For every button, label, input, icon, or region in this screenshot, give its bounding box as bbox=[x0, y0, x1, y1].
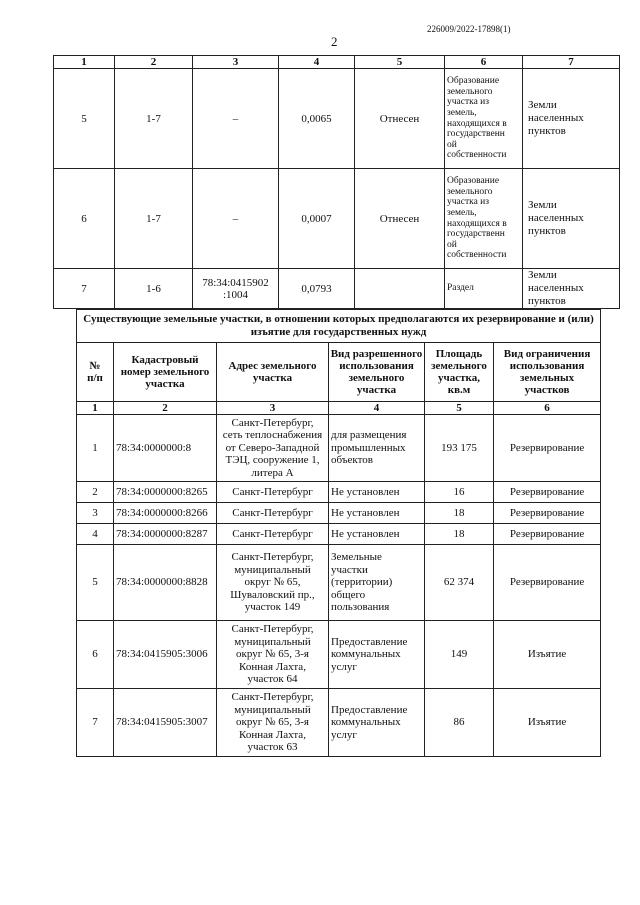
row-number: 1 bbox=[77, 415, 114, 482]
row-number: 6 bbox=[54, 169, 115, 269]
table-row bbox=[54, 269, 620, 309]
purpose-line: ой bbox=[447, 139, 457, 150]
cadastral-number: 78:34:0415905:3006 bbox=[114, 621, 217, 689]
category-line: населенных bbox=[528, 282, 584, 294]
table-title-row bbox=[77, 310, 601, 343]
purpose-line: находящихся в bbox=[447, 218, 507, 229]
category-line: Земли bbox=[528, 199, 557, 211]
restriction-type: Резервирование bbox=[494, 524, 601, 545]
table-title: Существующие земельные участки, в отношении которых предполагаются их резервирование и (или) изъятие для государственных нужд bbox=[77, 310, 601, 343]
points-range: 1-7 bbox=[115, 69, 193, 169]
purpose-cell bbox=[445, 269, 523, 309]
header-area: Площадь земельного участка, кв.м bbox=[425, 343, 494, 402]
purpose-line: ой bbox=[447, 239, 457, 250]
category-line: населенных bbox=[528, 112, 584, 124]
purpose-line: Образование bbox=[447, 76, 500, 87]
address-cell: Санкт-Петербург bbox=[217, 524, 329, 545]
area-value: 0,0007 bbox=[279, 169, 355, 269]
category-line: пунктов bbox=[528, 295, 566, 307]
column-number: 6 bbox=[445, 56, 523, 69]
page-number: 2 bbox=[331, 34, 338, 49]
row-number: 2 bbox=[77, 482, 114, 503]
address-cell: Санкт-Петербург bbox=[217, 503, 329, 524]
address-cell: Санкт-Петербург, муниципальный округ № 65, 3-я Конная Лахта, участок 64 bbox=[217, 621, 329, 689]
area-value: 0,0065 bbox=[279, 69, 355, 169]
restriction-type: Резервирование bbox=[494, 482, 601, 503]
area-value: 62 374 bbox=[425, 545, 494, 621]
column-number: 7 bbox=[523, 56, 620, 69]
purpose-cell bbox=[445, 169, 523, 269]
cadastral-number: 78:34:0000000:8266 bbox=[114, 503, 217, 524]
address-cell: Санкт-Петербург, муниципальный округ № 65, 3-я Конная Лахта, участок 63 bbox=[217, 689, 329, 757]
row-number: 5 bbox=[77, 545, 114, 621]
restriction-type: Изъятие bbox=[494, 621, 601, 689]
cadastral-number: 78:34:0000000:8265 bbox=[114, 482, 217, 503]
use-cell: для размещения промышленных объектов bbox=[329, 415, 425, 482]
purpose-line: государственн bbox=[447, 129, 505, 140]
status: Отнесен bbox=[355, 69, 445, 169]
header-restriction: Вид ограничения использования земельных участков bbox=[494, 343, 601, 402]
area-value: 16 bbox=[425, 482, 494, 503]
cadastral-number: – bbox=[193, 169, 279, 269]
cadastral-number: 78:34:0415905:3007 bbox=[114, 689, 217, 757]
purpose-line: земель, bbox=[447, 107, 477, 118]
table-row bbox=[77, 415, 601, 482]
cadastral-number: 78:34:0000000:8828 bbox=[114, 545, 217, 621]
column-number: 3 bbox=[193, 56, 279, 69]
cadastral-number: 78:34:0000000:8 bbox=[114, 415, 217, 482]
column-number: 4 bbox=[329, 402, 425, 415]
column-number: 1 bbox=[77, 402, 114, 415]
column-number: 4 bbox=[279, 56, 355, 69]
purpose-line: земельного bbox=[447, 186, 493, 197]
column-number-row bbox=[77, 402, 601, 415]
purpose-line: собственности bbox=[447, 250, 507, 261]
column-number: 3 bbox=[217, 402, 329, 415]
existing-plots-table bbox=[76, 309, 601, 757]
header-use: Вид разрешенного использования земельного участка bbox=[329, 343, 425, 402]
column-number-row bbox=[54, 56, 620, 69]
header-cadastral: Кадастровый номер земельного участка bbox=[114, 343, 217, 402]
table-row bbox=[77, 524, 601, 545]
purpose-line: земельного bbox=[447, 86, 493, 97]
area-value: 86 bbox=[425, 689, 494, 757]
cadastral-number: 78:34:0000000:8287 bbox=[114, 524, 217, 545]
points-range: 1-7 bbox=[115, 169, 193, 269]
table-row bbox=[77, 503, 601, 524]
cadastral-number: – bbox=[193, 69, 279, 169]
cadastral-line: 78:34:0415902 bbox=[202, 276, 269, 289]
header-address: Адрес земельного участка bbox=[217, 343, 329, 402]
cadastral-number bbox=[193, 269, 279, 309]
area-value: 18 bbox=[425, 524, 494, 545]
purpose-line: Раздел bbox=[447, 283, 474, 294]
row-number: 6 bbox=[77, 621, 114, 689]
purpose-line: Образование bbox=[447, 176, 500, 187]
restriction-type: Изъятие bbox=[494, 689, 601, 757]
area-value: 193 175 bbox=[425, 415, 494, 482]
restriction-type: Резервирование bbox=[494, 545, 601, 621]
purpose-line: собственности bbox=[447, 150, 507, 161]
purpose-line: находящихся в bbox=[447, 118, 507, 129]
area-value: 0,0793 bbox=[279, 269, 355, 309]
address-cell: Санкт-Петербург bbox=[217, 482, 329, 503]
category-line: Земли bbox=[528, 99, 557, 111]
use-cell: Не установлен bbox=[329, 503, 425, 524]
category-line: Земли bbox=[528, 269, 557, 281]
column-number: 2 bbox=[114, 402, 217, 415]
purpose-line: государственн bbox=[447, 229, 505, 240]
use-cell: Земельные участки (территории) общего пользования bbox=[329, 545, 425, 621]
document-id: 226009/2022-17898(1) bbox=[427, 24, 511, 34]
row-number: 7 bbox=[54, 269, 115, 309]
header-number: № п/п bbox=[77, 343, 114, 402]
category-cell bbox=[523, 169, 620, 269]
header-row bbox=[77, 343, 601, 402]
category-line: пунктов bbox=[528, 225, 566, 237]
use-cell: Не установлен bbox=[329, 482, 425, 503]
address-cell: Санкт-Петербург, муниципальный округ № 65, Шуваловский пр., участок 149 bbox=[217, 545, 329, 621]
column-number: 2 bbox=[115, 56, 193, 69]
table-row bbox=[77, 545, 601, 621]
row-number: 5 bbox=[54, 69, 115, 169]
table-row bbox=[77, 689, 601, 757]
row-number: 7 bbox=[77, 689, 114, 757]
restriction-type: Резервирование bbox=[494, 503, 601, 524]
area-value: 18 bbox=[425, 503, 494, 524]
parts-table bbox=[53, 55, 620, 309]
restriction-type: Резервирование bbox=[494, 415, 601, 482]
table-row bbox=[54, 69, 620, 169]
category-line: населенных bbox=[528, 212, 584, 224]
status: Отнесен bbox=[355, 169, 445, 269]
column-number: 5 bbox=[355, 56, 445, 69]
use-cell: Предоставление коммунальных услуг bbox=[329, 621, 425, 689]
purpose-line: участка из bbox=[447, 197, 490, 208]
purpose-line: участка из bbox=[447, 97, 490, 108]
row-number: 4 bbox=[77, 524, 114, 545]
table-row bbox=[77, 621, 601, 689]
address-cell: Санкт-Петербург, сеть теплоснабжения от Северо-Западной ТЭЦ, сооружение 1, литера А bbox=[217, 415, 329, 482]
status bbox=[355, 269, 445, 309]
column-number: 6 bbox=[494, 402, 601, 415]
purpose-line: земель, bbox=[447, 207, 477, 218]
points-range: 1-6 bbox=[115, 269, 193, 309]
table-row bbox=[54, 169, 620, 269]
column-number: 1 bbox=[54, 56, 115, 69]
use-cell: Не установлен bbox=[329, 524, 425, 545]
row-number: 3 bbox=[77, 503, 114, 524]
table-row bbox=[77, 482, 601, 503]
category-cell bbox=[523, 69, 620, 169]
column-number: 5 bbox=[425, 402, 494, 415]
purpose-cell bbox=[445, 69, 523, 169]
category-line: пунктов bbox=[528, 125, 566, 137]
area-value: 149 bbox=[425, 621, 494, 689]
category-cell bbox=[523, 269, 620, 309]
use-cell: Предоставление коммунальных услуг bbox=[329, 689, 425, 757]
cadastral-line: :1004 bbox=[222, 288, 249, 301]
